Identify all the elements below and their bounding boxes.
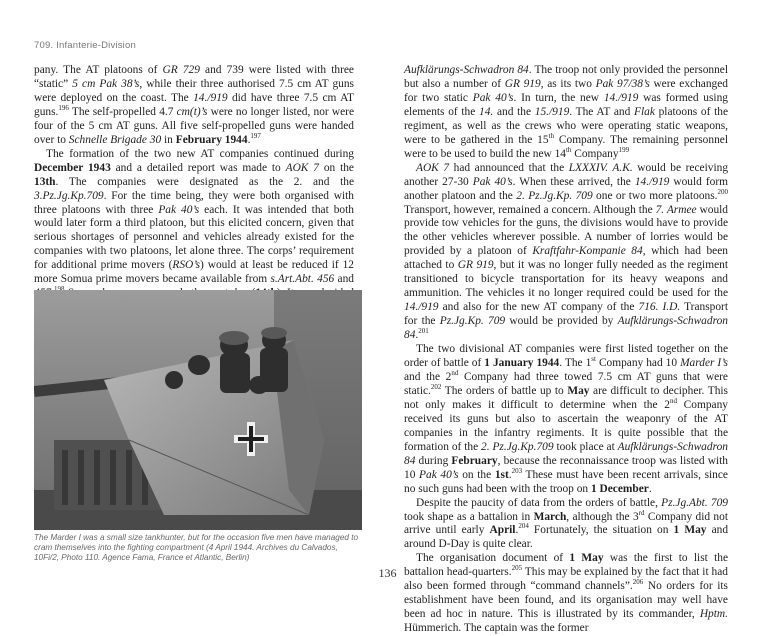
- bold-run: 1st: [494, 468, 509, 481]
- italic-run: Pak 40’s: [419, 468, 459, 481]
- footnote-ref: rd: [638, 508, 645, 517]
- bold-run: 13th: [34, 175, 56, 188]
- italic-run: 2. Pz.Jg.Kp.709: [481, 440, 554, 453]
- bold-run: 1 May: [673, 524, 707, 537]
- italic-run: 14./919: [634, 175, 670, 188]
- italic-run: Hptm.: [699, 608, 728, 621]
- footnote-ref: 201: [418, 327, 429, 336]
- italic-run: GR 919: [504, 77, 541, 90]
- italic-run: GR 729: [162, 64, 200, 76]
- italic-run: AOK 7: [285, 161, 319, 174]
- footnote-ref: nd: [451, 369, 459, 378]
- italic-run: Pak 40’s: [472, 91, 514, 104]
- bold-run: March: [533, 510, 567, 523]
- italic-run: Pak 40’s: [472, 175, 513, 188]
- italic-run: 15./919: [534, 105, 570, 118]
- italic-run: 14./919: [193, 91, 228, 104]
- paragraph: pany. The AT platoons of GR 729 and 739 were listed with three “static” 5 cm Pak 38’s, while their three authorised 7.5 cm AT guns were deployed on the coast. The 14./919 did have three 7.5 cm AT guns.$^{196}$ The self-propelled 4.7 cm(t)’s were no longer listed, nor were four of the 5 cm AT guns. All five self-propelled guns were handed over to Schnelle Brigade 30 in February 1944.$^{197}$: [34, 64, 355, 146]
- italic-run: Kraftfahr-Kompanie 84: [532, 245, 643, 258]
- italic-run: RSO’s: [172, 259, 201, 272]
- footnote-ref: 204: [518, 522, 529, 531]
- italic-run: 7. Armee: [655, 203, 697, 216]
- footnote-ref: 202: [430, 383, 442, 392]
- italic-run: Pz.Jg.Kp. 709: [439, 315, 506, 328]
- italic-run: 14./919: [603, 91, 639, 104]
- footnote-ref: 206: [632, 578, 644, 587]
- italic-run: Pak 97/38’s: [595, 77, 650, 90]
- paragraph: The organisation document of 1 May was the first to list the battalion head-quarters.$^{205}$ This may be explained by the fact that it had also been formed through “command channels”.$^{206}$ No orders for its establishment have been found, and its organisation may well have been ad hoc in nature. This is illustrated by its commander, Hptm. Hümmerich. The captain was the former: [404, 552, 728, 635]
- bold-run: 1 January 1944: [484, 357, 560, 370]
- italic-run: GR 919: [457, 259, 494, 272]
- italic-run: 14./919: [404, 301, 439, 314]
- italic-run: Flak: [634, 105, 655, 118]
- footnote-ref: st: [591, 355, 596, 364]
- bold-run: 1 May: [569, 552, 604, 565]
- bold-run: December 1943: [34, 161, 111, 174]
- page-number: 136: [378, 566, 397, 580]
- italic-run: AOK 7: [416, 161, 450, 174]
- italic-run: Pz.Jg.Abt. 709: [661, 496, 728, 509]
- paragraph: The two divisional AT companies were first listed together on the order of battle of 1 January 1944. The 1st Company had 10 Marder I’s and the 2nd Company had three towed 7.5 cm AT guns that were static.$^{202}$ The orders of battle up to May are difficult to decipher. This not only makes it difficult to determine when the 2nd Company received its guns but also to ascertain the weaponry of the AT companies in the infantry regiments. It is quite possible that the formation of the 2. Pz.Jg.Kp.709 took place at Aufklärungs-Schwadron 84 during February, because the reconnaissance troop was listed with 10 Pak 40’s on the 1st.$^{203}$ These must have been recent arrivals, since no such guns had been with the troop on 1 December.: [404, 343, 728, 495]
- italic-run: 14.: [479, 105, 494, 118]
- paragraph: The formation of the two new AT companies continued during December 1943 and a detailed report was made to AOK 7 on the 13th. The companies were designated as the 2. and the 3.Pz.Jg.Kp.709. For the time being, they were both organised with three platoons with three Pak 40’s each. It was intended that both would later form a third platoon, but this elicited concern, given that serious shortages of personnel and vehicles already existed for the companies with two platoons, let alone three. The corps’ requirement for additional prime movers (RSO’s) would at least be reduced if 12 more Somua prime movers became available from s.Art.Abt. 456 and: [34, 148, 354, 329]
- italic-run: 2. Pz.Jg.Kp. 709: [516, 189, 593, 202]
- footnote-ref: 197: [250, 131, 261, 140]
- footnote-ref: 200: [717, 187, 728, 196]
- italic-run: s.Art.Abt. 456: [270, 273, 335, 286]
- right-column: [404, 64, 728, 636]
- footnote-ref: 205: [511, 564, 523, 573]
- italic-run: LXXXIV. A.K.: [568, 161, 633, 174]
- bold-run: May: [567, 384, 590, 397]
- running-header: 709. Infanterie-Division: [34, 40, 136, 51]
- footnote-ref: th: [548, 131, 554, 140]
- italic-run: 5 cm Pak 38’s: [72, 77, 140, 90]
- italic-run: Aufklärungs-Schwadron 84: [404, 440, 728, 467]
- footnote-ref: 196: [58, 104, 69, 113]
- bold-run: February: [451, 454, 498, 467]
- bold-run: February 1944: [175, 133, 248, 146]
- paragraph: Aufklärungs-Schwadron 84. The troop not only provided the personnel but also a number of GR 919, as its two Pak 97/38’s were exchanged for two static Pak 40’s. In turn, the new 14./919 was formed using elements of the 14. and the 15./919. The AT and Flak platoons of the regiment, as well as the crews who were operating static weapons, were to be gathered in the 15th Company. The remaining personnel were to be used to build the new 14th Company$^{199}$: [404, 64, 729, 160]
- footnote-ref: 203: [511, 466, 523, 475]
- marder-photo: [34, 290, 362, 530]
- italic-run: Pak 40’s: [158, 203, 200, 216]
- italic-run: Marder I’s: [680, 357, 728, 370]
- italic-run: cm(t)’s: [176, 105, 208, 118]
- figure-caption: The Marder I was a small size tankhunter, but for the occasion five men have managed to cram themselves into the fighting compartment (4 April 1944. Archives du Calvados, 10Fi/2, Photo 110. Agence Fama, France et Atlantic, Berlin): [34, 533, 359, 563]
- footnote-ref: nd: [669, 397, 677, 406]
- italic-run: 716. I.D.: [638, 301, 681, 314]
- paragraph: Despite the paucity of data from the orders of battle, Pz.Jg.Abt. 709 took shape as a battalion in March, although the 3rd Company did not arrive until early April.$^{204}$ Fortunately, the situation on 1 May and around D-Day is quite clear.: [404, 496, 729, 551]
- footnote-ref: th: [565, 145, 572, 154]
- italic-run: Schnelle Brigade 30: [68, 133, 162, 146]
- italic-run: Aufklärungs-Schwadron 84: [404, 315, 728, 342]
- bold-run: 1 December: [590, 482, 649, 495]
- footnote-ref: 199: [618, 145, 630, 154]
- italic-run: Aufklärungs-Schwadron 84: [404, 64, 529, 76]
- italic-run: 3.Pz.Jg.Kp.709: [34, 189, 104, 202]
- bold-run: April: [489, 524, 516, 537]
- paragraph: AOK 7 had announced that the LXXXIV. A.K. would be receiving another 27-30 Pak 40’s. When these arrived, the 14./919 would form another platoon and the 2. Pz.Jg.Kp. 709 one or two more platoons.$^{200}$ Transport, however, remained a concern. Although the 7. Armee would provide tow vehicles for the guns, the divisions would have to provide the other vehicles wherever possible. A number of lorries would be provided by a platoon of Kraftfahr-Kompanie 84, which had been attached to GR 919, but it was no longer fully needed as the regiment transitioned to bicycle transportation for its heavy weapons and ammunition. The vehicles it no longer required could be used for the 14./919 and also for the new AT company of the 716. I.D. Transport for the Pz.Jg.Kp. 709 would be provided by Aufklärungs-Schwadron 84.$^{201}$: [404, 161, 729, 342]
